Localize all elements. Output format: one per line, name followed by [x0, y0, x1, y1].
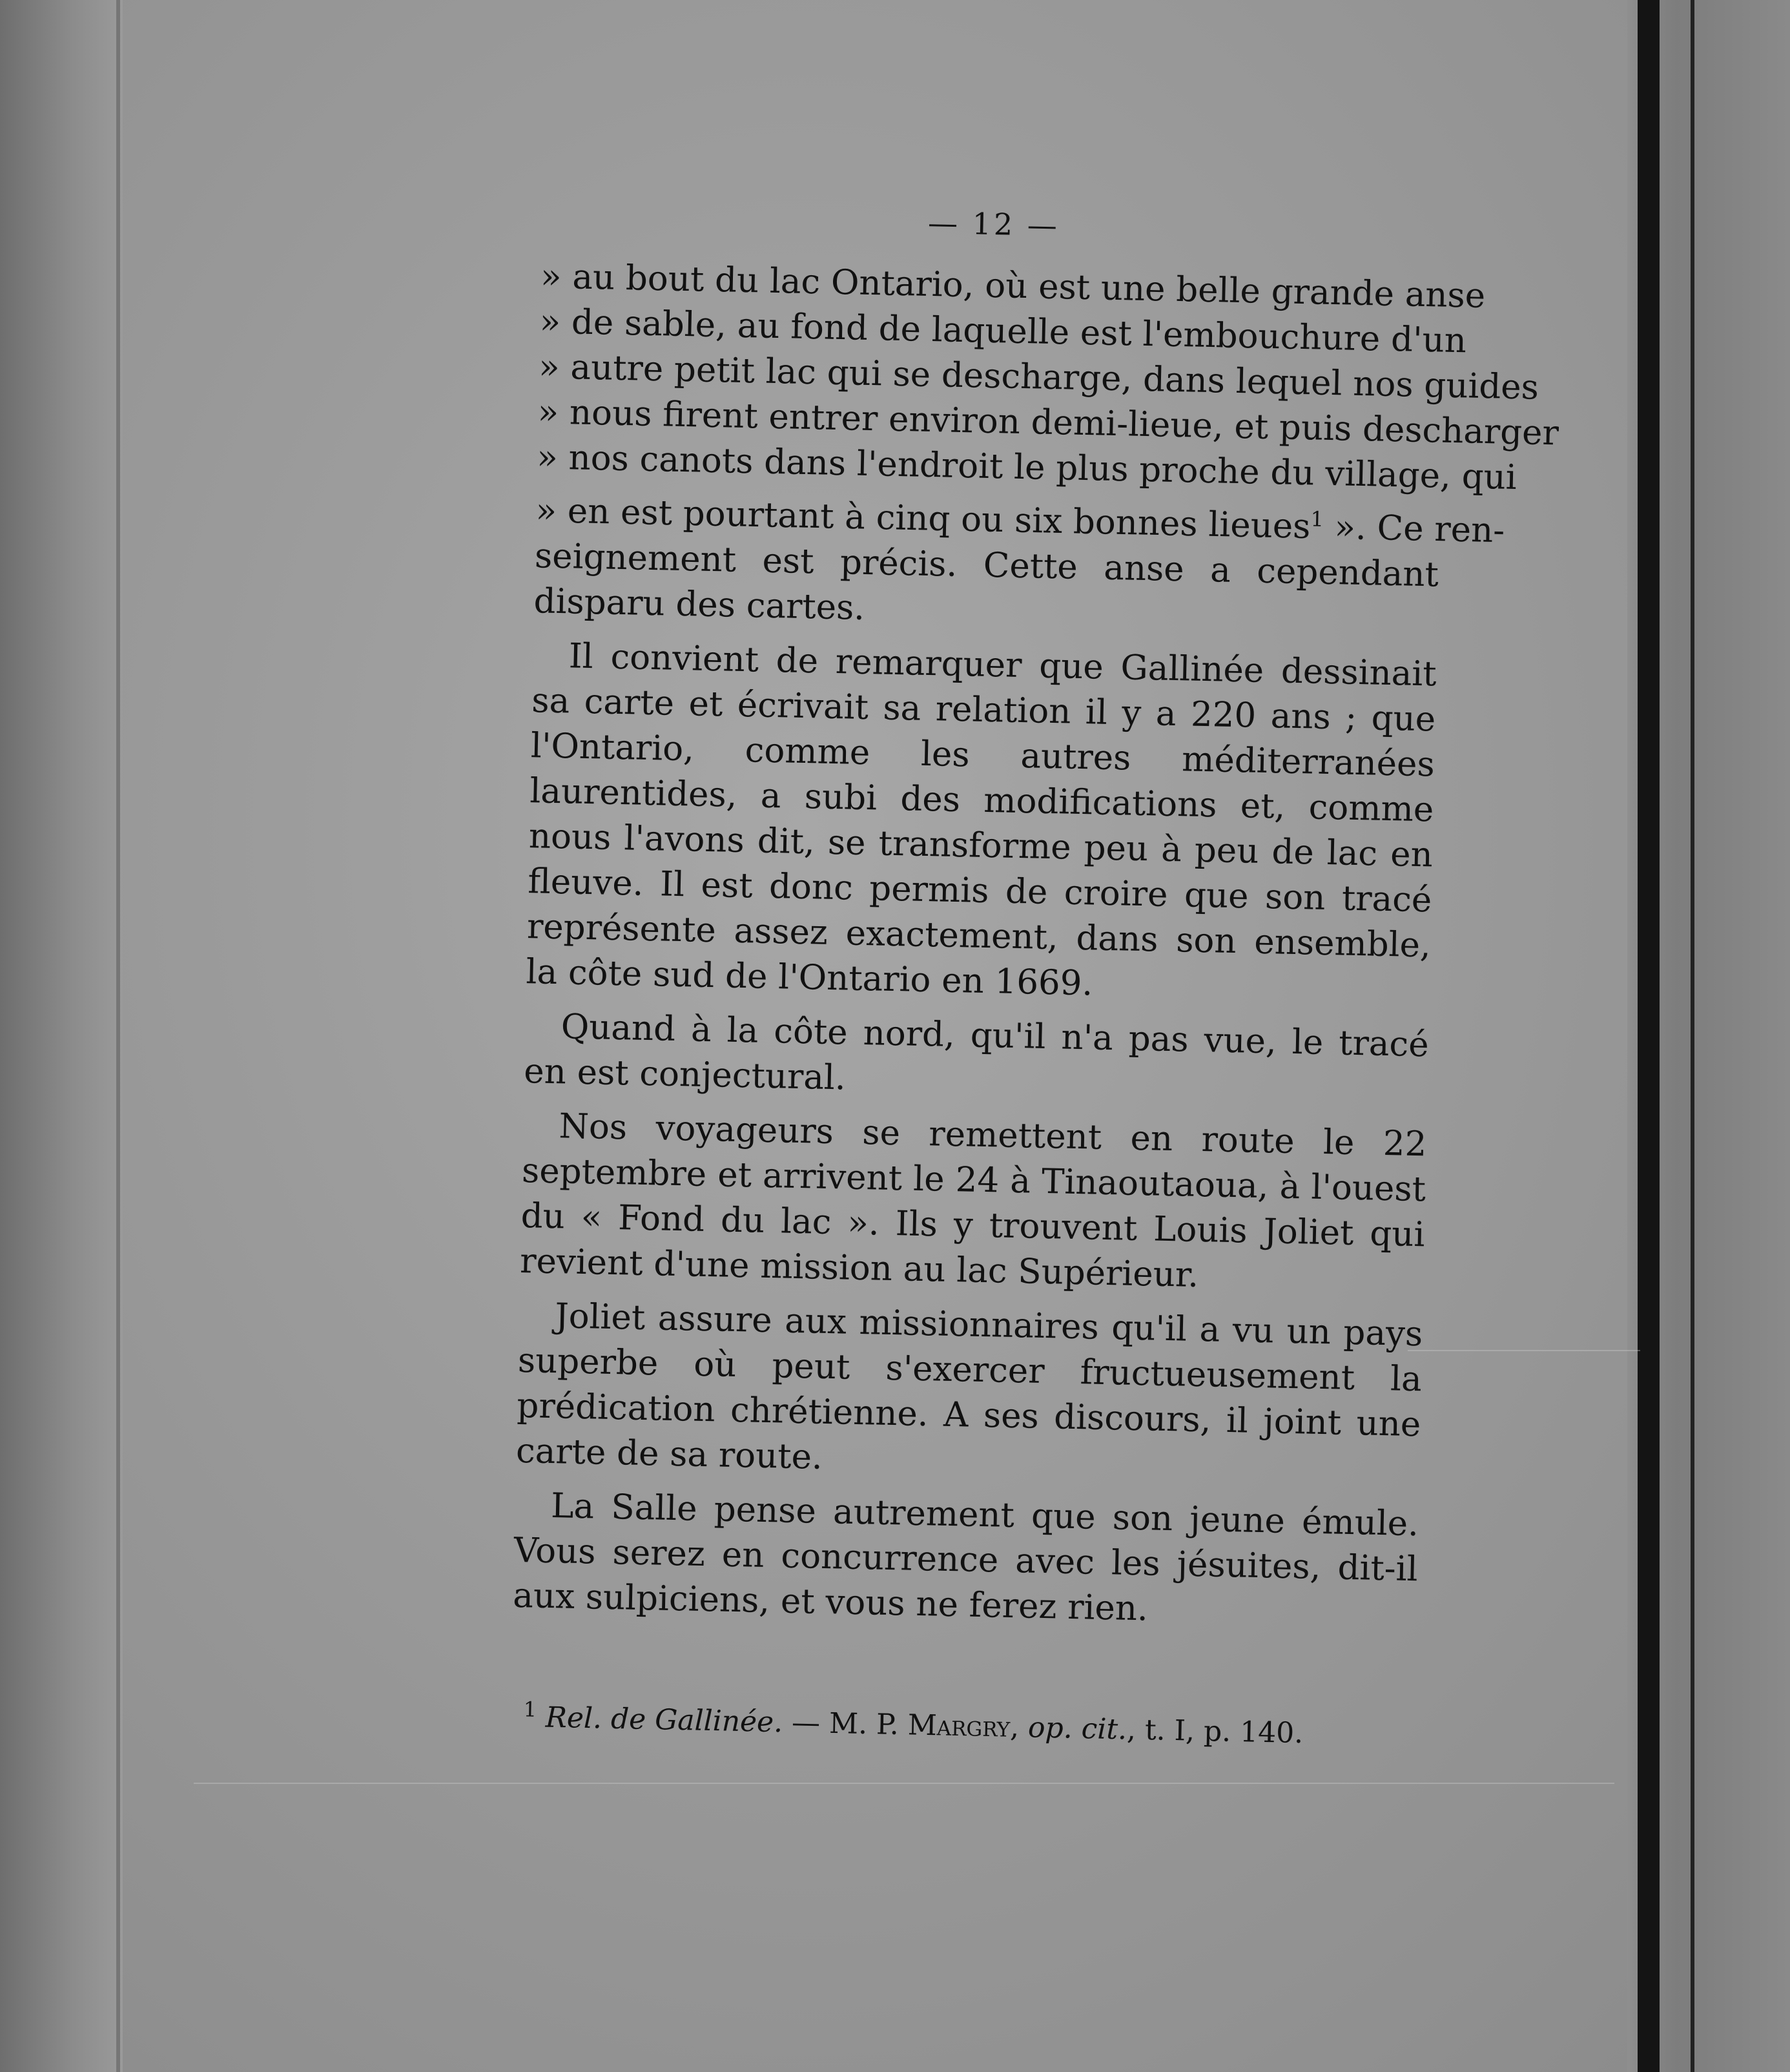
- scan-scratch: [194, 1783, 1614, 1784]
- footnote-op-cit: op. cit.: [1027, 1710, 1127, 1746]
- footnote: $^1$ Rel. de Gallinée. — M. P. Margry, op. cit., t. I, p. 140.: [523, 1696, 1304, 1750]
- quote-line-text: » en est pourtant à cinq ou six bonnes lieues: [535, 490, 1312, 547]
- footnote-rest: , t. I, p. 140.: [1126, 1713, 1304, 1750]
- paragraph: Joliet assure aux missionnaires qu'il a vu un pays superbe où peut s'exercer fructueusement la prédication chrétienne. A ses discours, il joint une carte de sa route.: [515, 1296, 1423, 1477]
- paragraph-continuation: seignement est précis. Cette anse a cependant disparu des cartes.: [533, 535, 1439, 628]
- footnote-author: Margry: [907, 1708, 1011, 1744]
- paragraph: Nos voyageurs se remettent en route le 22 septembre et arrivent le 24 à Tinaoutaoua, à l'ouest du « Fond du lac ». Ils y trouvent Louis Joliet qui revient d'une mission au lac Supérieur.: [519, 1106, 1427, 1295]
- footnote-dash: — M. P.: [782, 1705, 909, 1742]
- quote-line: » nos canots dans l'endroit le plus proche du village, qui: [536, 437, 1517, 498]
- quote-line: » autre petit lac qui se descharge, dans lequel nos guides: [538, 347, 1539, 408]
- page-number: — 12 —: [927, 205, 1060, 243]
- binding-thin-line: [1691, 0, 1694, 2072]
- paragraph: Quand à la côte nord, qu'il n'a pas vue, le tracé en est conjectural.: [523, 1006, 1430, 1098]
- binding-shadow-bar: [1638, 0, 1660, 2072]
- paragraph: Il convient de remarquer que Gallinée dessinait sa carte et écrivait sa relation il y a 220 ans ; que l'Ontario, comme les autres méditerranées laurentides, a subi des modifications et, comme nous l'avons dit, se transforme peu à peu de lac en fleuve. Il est donc permis de croire que son tracé représente assez exactement, dans son ensemble, la côte sud de l'Ontario en 1669.: [525, 636, 1437, 1004]
- page-text-block: [510, 184, 1559, 1755]
- quote-line: » au bout du lac Ontario, où est une belle grande anse: [540, 256, 1486, 316]
- footnote-source: Rel. de Gallinée.: [545, 1701, 783, 1739]
- quote-line-tail: ». Ce ren-: [1323, 507, 1505, 551]
- left-page-rule: [116, 0, 120, 2072]
- scan-scratch: [1408, 1350, 1640, 1351]
- footnote-marker: 1: [523, 1696, 537, 1722]
- left-page-edge: [0, 0, 123, 2072]
- footnote-reference: 1: [1310, 506, 1324, 532]
- quote-line: » nous firent entrer environ demi-lieue, et puis descharger: [537, 392, 1559, 453]
- quote-line: » de sable, au fond de laquelle est l'embouchure d'un: [539, 302, 1467, 361]
- quotation-block: [535, 254, 1559, 552]
- paragraph: La Salle pense autrement que son jeune émule. Vous serez en concurrence avec les jésuites, dit-il aux sulpiciens, et vous ne ferez rien.: [512, 1486, 1419, 1629]
